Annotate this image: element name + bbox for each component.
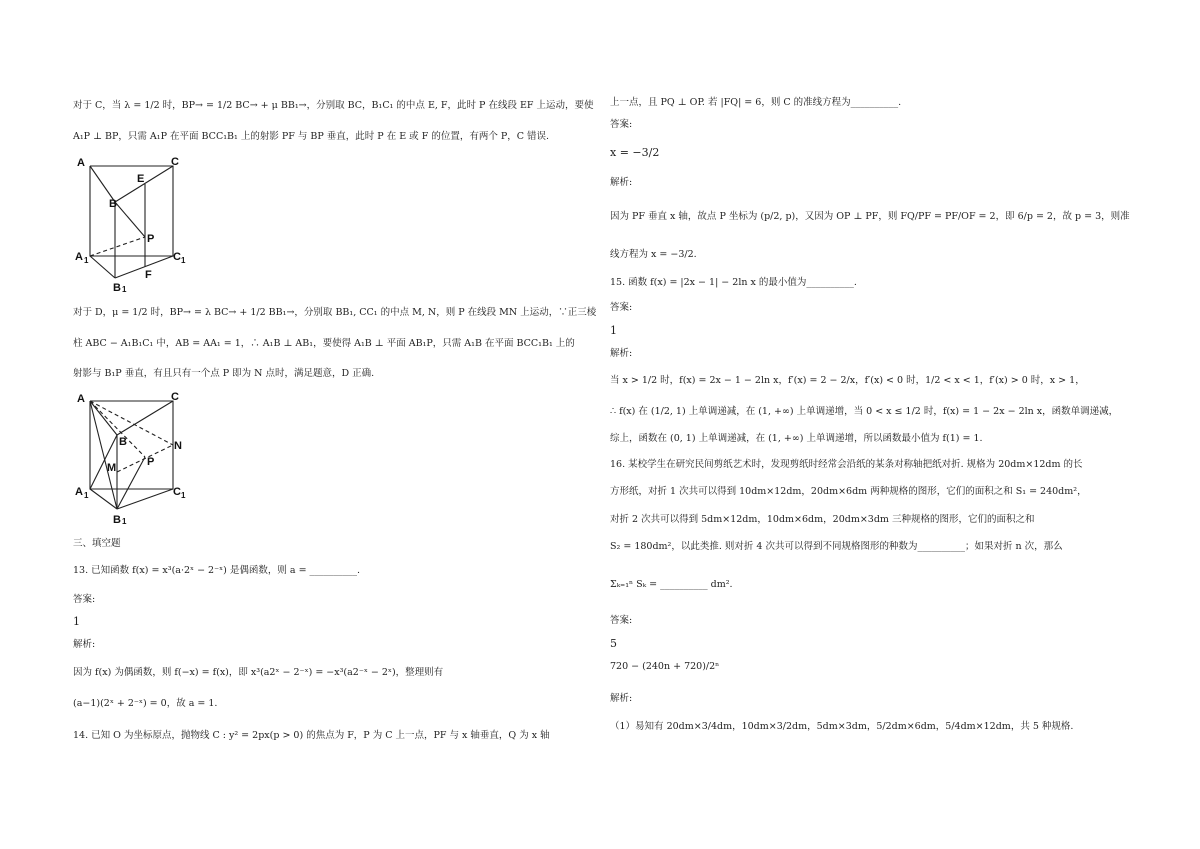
fig2-label-c: C: [171, 391, 179, 403]
prism-figure-2: [73, 387, 203, 527]
q16-text-2: 方形纸，对折 1 次共可以得到 10dm×12dm，20dm×6dm 两种规格的图形，它们的面积之和 S₁ = 240dm²，: [610, 486, 1087, 497]
fig1-label-b: B: [109, 198, 117, 210]
q14-answer-label: 答案:: [610, 119, 633, 130]
fig1-label-c: C: [171, 156, 179, 168]
fig2-label-a1-sub: 1: [84, 491, 89, 500]
fig2-label-a: A: [77, 393, 85, 405]
q13-explanation-2: (a−1)(2ˣ + 2⁻ˣ) = 0，故 a = 1.: [73, 698, 218, 709]
fig1-label-a1-sub: 1: [84, 256, 89, 265]
option-d-line-3: 射影与 B₁P 垂直，有且只有一个点 P 即为 N 点时，满足题意，D 正确.: [73, 368, 375, 379]
q16-answer-2: 720 − (240n + 720)/2ⁿ: [610, 661, 720, 672]
fig1-label-b1-sub: 1: [122, 285, 127, 292]
q13-answer-label: 答案:: [73, 594, 96, 605]
q16-explanation-label: 解析:: [610, 693, 633, 704]
q15-answer-label: 答案:: [610, 302, 633, 313]
q15-explanation-3: 综上，函数在 (0, 1) 上单调递减，在 (1, +∞) 上单调递增，所以函数最小值为 f(1) = 1.: [610, 433, 983, 444]
q14-explanation-label: 解析:: [610, 177, 633, 188]
q16-explanation-1: （1）易知有 20dm×3/4dm，10dm×3/2dm，5dm×3dm，5/2dm×6dm，5/4dm×12dm，共 5 种规格.: [610, 721, 1074, 732]
fig2-label-b: B: [119, 436, 127, 448]
fig2-label-b1-sub: 1: [122, 517, 127, 526]
prism-figure-1: [73, 152, 203, 292]
fig2-label-c1: C: [173, 486, 181, 498]
q16-answer-label: 答案:: [610, 615, 633, 626]
q15-explanation-label: 解析:: [610, 348, 633, 359]
fig2-label-m: M: [107, 462, 117, 474]
section-heading: 三、填空题: [73, 538, 121, 549]
left-column: [73, 0, 597, 849]
fig1-label-e: E: [137, 173, 145, 185]
fig2-label-b1: B: [113, 514, 121, 526]
right-column: [610, 0, 1130, 849]
q16-text-4: S₂ = 180dm²，以此类推. 则对折 4 次共可以得到不同规格图形的种数为__________；如果对折 n 次，那么: [610, 541, 1063, 552]
q13-text: 13. 已知函数 f(x) = x³(a·2ˣ − 2⁻ˣ) 是偶函数，则 a = __________.: [73, 565, 361, 576]
q15-text: 15. 函数 f(x) = |2x − 1| − 2ln x 的最小值为__________.: [610, 277, 857, 288]
q16-text-1: 16. 某校学生在研究民间剪纸艺术时，发现剪纸时经常会沿纸的某条对称轴把纸对折. 规格为 20dm×12dm 的长: [610, 459, 1083, 470]
q13-explanation-label: 解析:: [73, 639, 96, 650]
q13-explanation-1: 因为 f(x) 为偶函数，则 f(−x) = f(x)，即 x³(a2ˣ − 2⁻ˣ) = −x³(a2⁻ˣ − 2ˣ)，整理则有: [73, 667, 444, 678]
q15-explanation-2: ∴ f(x) 在 (1/2, 1) 上单调递减，在 (1, +∞) 上单调递增，当 0 < x ≤ 1/2 时，f(x) = 1 − 2x − 2ln x，函数单调递减，: [610, 406, 1119, 417]
q16-text-5: Σₖ₌₁ⁿ Sₖ = __________ dm².: [610, 579, 733, 590]
q14-explanation-1: 因为 PF 垂直 x 轴，故点 P 坐标为 (p/2, p)，又因为 OP ⊥ PF，则 FQ/PF = PF/OF = 2，即 6/p = 2，故 p = 3，则准: [610, 211, 1130, 222]
q15-answer: 1: [610, 324, 617, 337]
q14-continued: 上一点，且 PQ ⊥ OP. 若 |FQ| = 6，则 C 的准线方程为__________.: [610, 97, 902, 108]
q14-text: 14. 已知 O 为坐标原点，抛物线 C : y² = 2px(p > 0) 的焦点为 F，P 为 C 上一点，PF 与 x 轴垂直，Q 为 x 轴: [73, 730, 550, 741]
fig2-label-c1-sub: 1: [181, 491, 186, 500]
q15-explanation-1: 当 x > 1/2 时，f(x) = 2x − 1 − 2ln x，f′(x) = 2 − 2/x，f′(x) < 0 时，1/2 < x < 1，f′(x) > 0 时，x > 1，: [610, 375, 1085, 386]
option-c-line-2: A₁P ⊥ BP，只需 A₁P 在平面 BCC₁B₁ 上的射影 PF 与 BP 垂直，此时 P 在 E 或 F 的位置，有两个 P，C 错误.: [73, 131, 550, 142]
q14-answer: x = −3/2: [610, 146, 660, 159]
fig1-label-a: A: [77, 157, 85, 169]
fig1-label-b1: B: [113, 282, 121, 292]
fig1-label-f: F: [145, 269, 152, 281]
option-c-line-1: 对于 C，当 λ = 1/2 时，BP→ = 1/2 BC→ + μ BB₁→，分别取 BC，B₁C₁ 的中点 E, F，此时 P 在线段 EF 上运动，要使: [73, 100, 594, 111]
fig1-label-c1-sub: 1: [181, 256, 186, 265]
fig1-label-p: P: [147, 233, 155, 245]
q14-explanation-2: 线方程为 x = −3/2.: [610, 249, 697, 260]
fig1-label-c1: C: [173, 251, 181, 263]
option-d-line-1: 对于 D，μ = 1/2 时，BP→ = λ BC→ + 1/2 BB₁→，分别取 BB₁, CC₁ 的中点 M, N，则 P 在线段 MN 上运动，∵正三棱: [73, 307, 597, 318]
q13-answer: 1: [73, 615, 80, 628]
fig2-label-a1: A: [75, 486, 83, 498]
fig2-label-n: N: [174, 440, 182, 452]
fig2-label-p: P: [147, 456, 155, 468]
option-d-line-2: 柱 ABC − A₁B₁C₁ 中，AB = AA₁ = 1，∴ A₁B ⊥ AB₁，要使得 A₁B ⊥ 平面 AB₁P，只需 A₁B 在平面 BCC₁B₁ 上的: [73, 338, 575, 349]
q16-text-3: 对折 2 次共可以得到 5dm×12dm，10dm×6dm，20dm×3dm 三种规格的图形，它们的面积之和: [610, 514, 1035, 525]
fig1-label-a1: A: [75, 251, 83, 263]
q16-answer-1: 5: [610, 637, 617, 650]
